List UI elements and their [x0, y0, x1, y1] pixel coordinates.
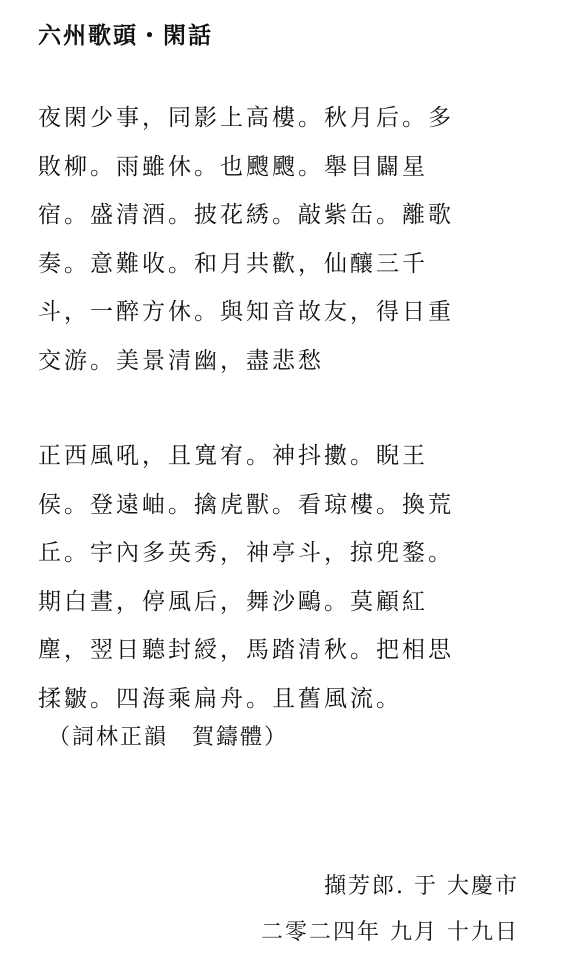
verse-line: 斗，一醉方休。與知音故友，得日重 — [38, 299, 454, 325]
verse-line: 宿。盛清酒。披花綉。敲紫缶。離歌 — [38, 202, 454, 228]
verse-line: 塵，翌日聽封綬，馬踏清秋。把相思 — [38, 637, 454, 663]
signature-block — [261, 864, 519, 956]
poem-title: 六州歌頭・閑話 — [38, 22, 213, 49]
source-note: （詞林正韻 賀鑄體） — [48, 725, 289, 750]
verse-line: 揉皺。四海乘扁舟。且舊風流。 — [38, 685, 402, 712]
verse-line: 正西風吼，且寬宥。神抖擻。睨王 — [38, 443, 428, 469]
verse-line: 交游。美景清幽，盡悲愁 — [38, 347, 324, 374]
author-line: 擷芳郎. 于 大慶市 — [324, 874, 519, 899]
verse-line: 夜閑少事，同影上高樓。秋月后。多 — [38, 105, 454, 131]
verse-line: 丘。宇內多英秀，神亭斗，掠兜鍪。 — [38, 540, 454, 566]
stanza-2 — [38, 432, 538, 723]
stanza-1 — [38, 94, 538, 385]
verse-line: 敗柳。雨雖休。也颼颼。舉目闢星 — [38, 153, 428, 180]
verse-line: 奏。意難收。和月共歡，仙釀三千 — [38, 250, 428, 277]
date-line: 二零二四年 九月 十九日 — [261, 920, 519, 945]
verse-line: 侯。登遠岫。擒虎獸。看琼樓。換荒 — [38, 491, 454, 518]
verse-line: 期白晝，停風后，舞沙鷗。莫顧紅 — [38, 588, 428, 615]
